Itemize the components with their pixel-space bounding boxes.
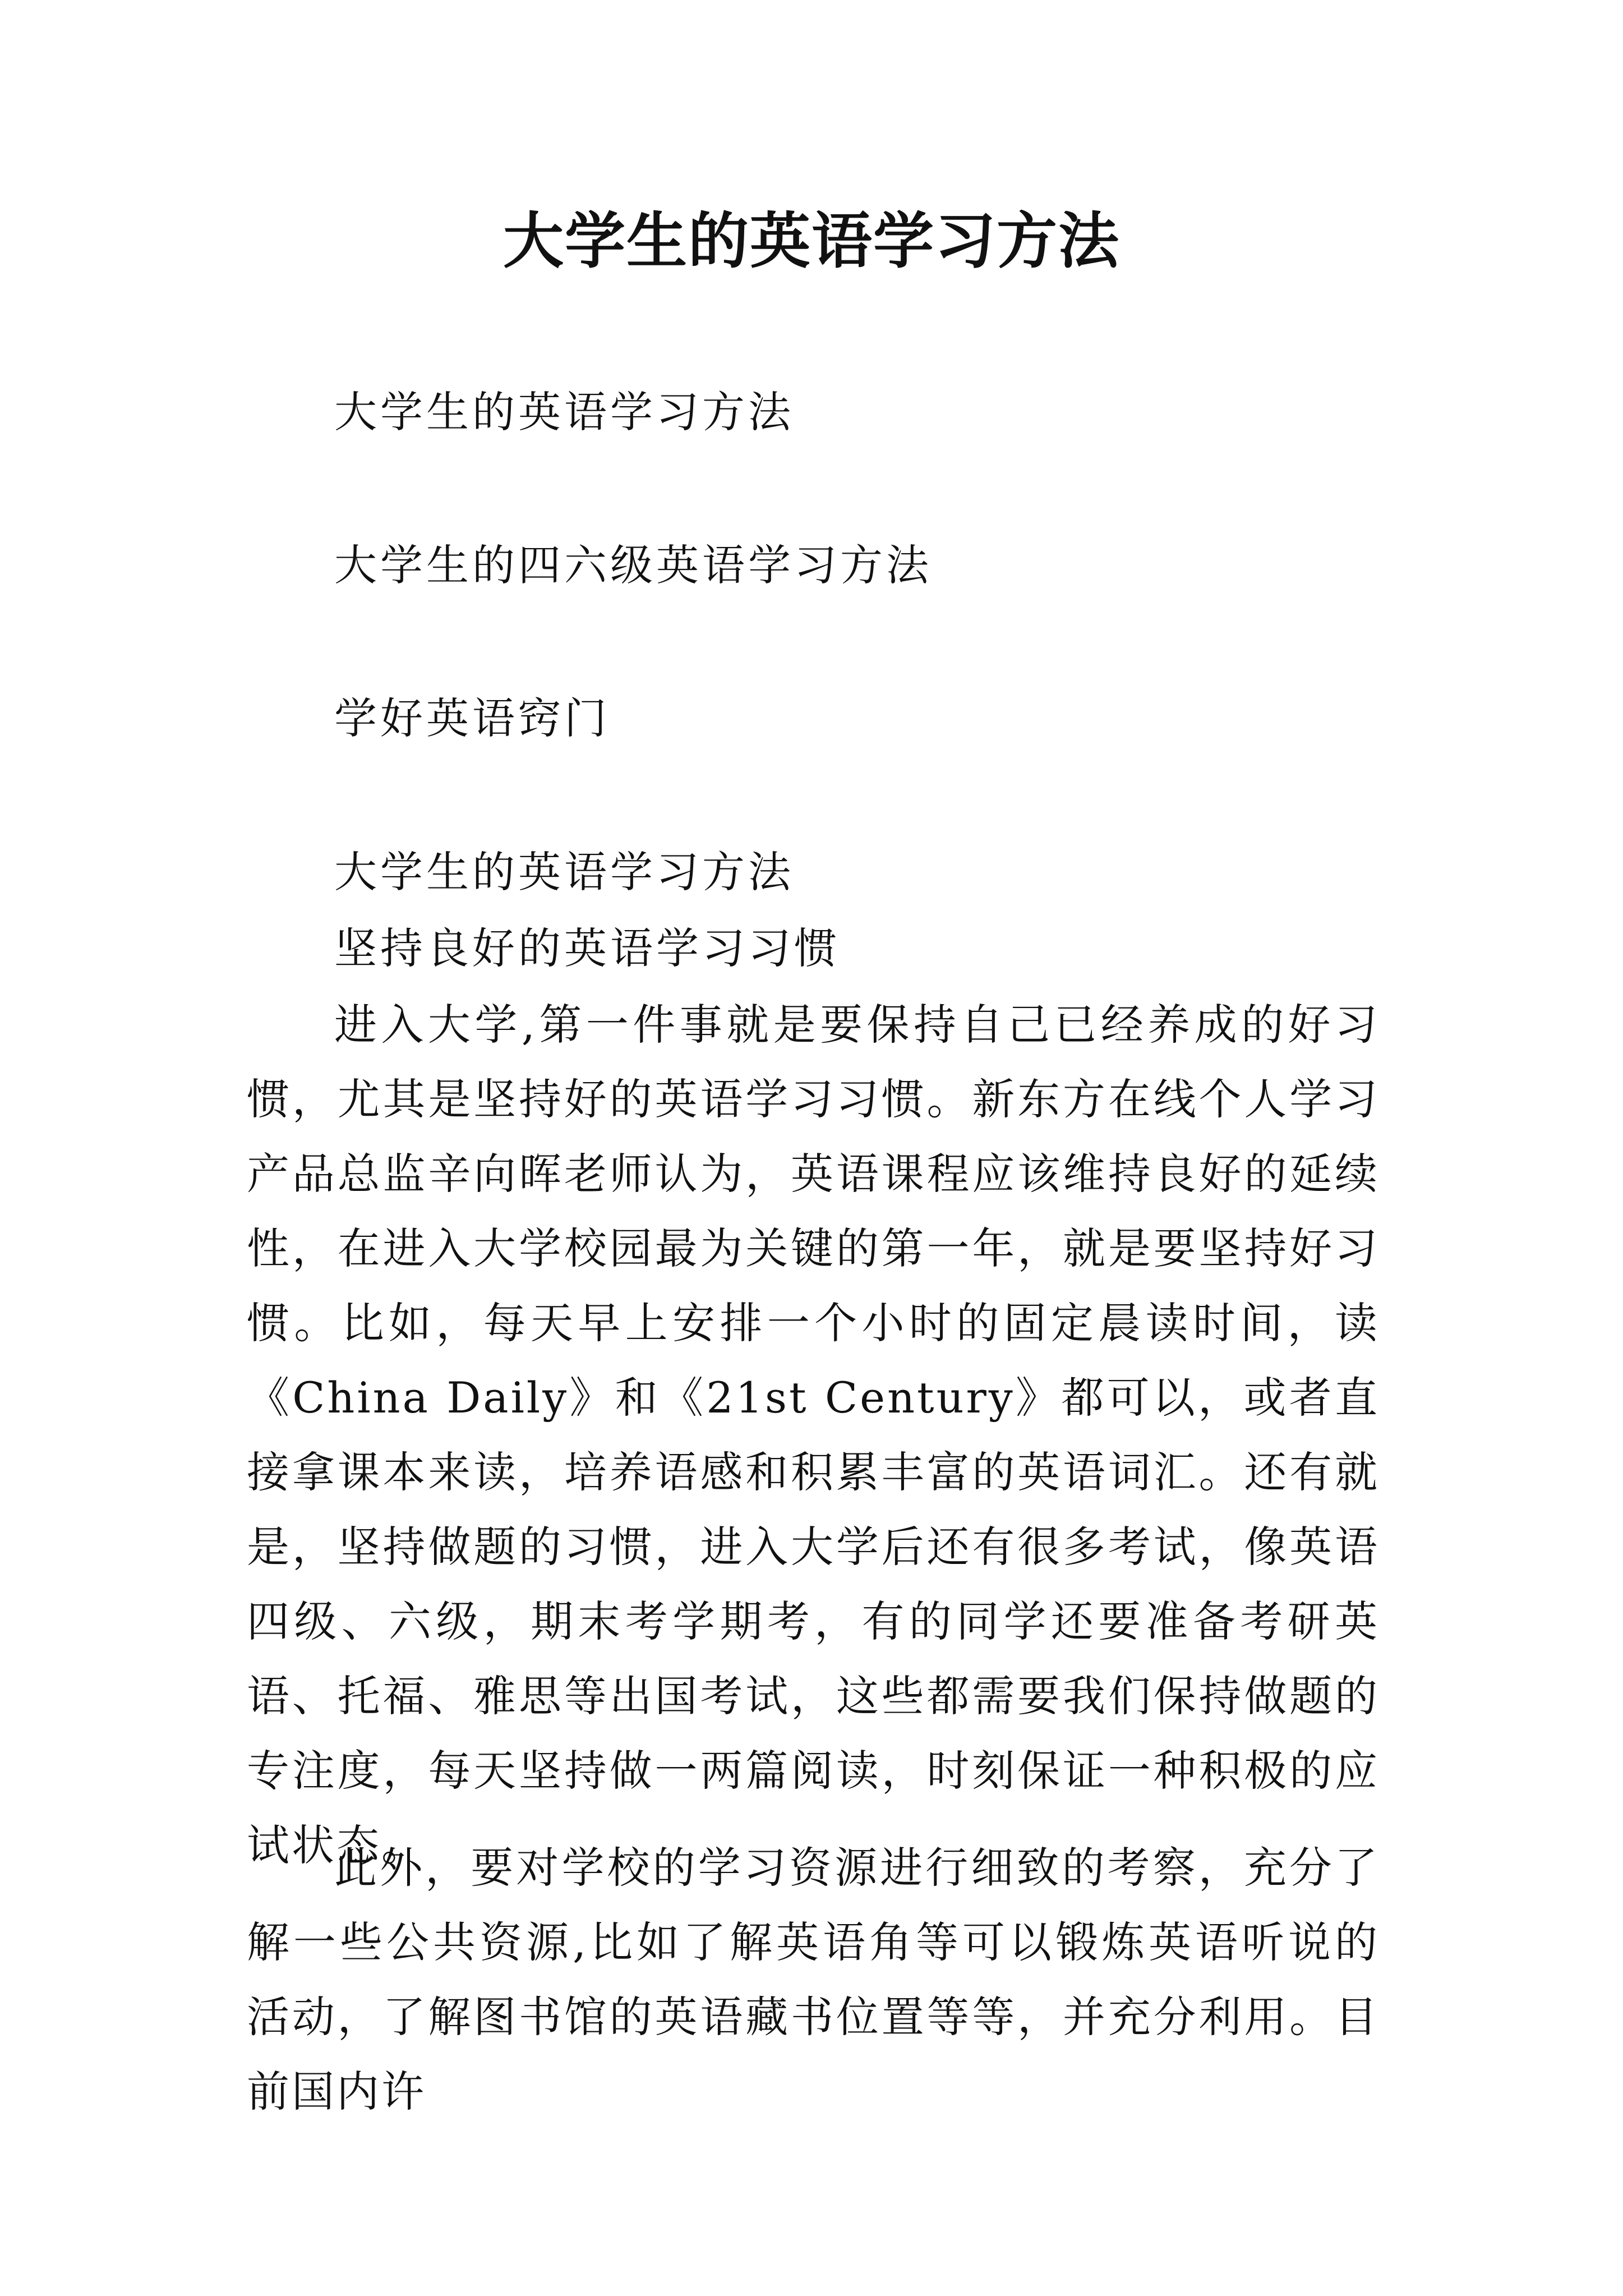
subheading-4: 大学生的英语学习方法 bbox=[334, 847, 794, 897]
subheading-3: 学好英语窍门 bbox=[334, 693, 610, 743]
subheading-2: 大学生的四六级英语学习方法 bbox=[334, 540, 932, 590]
body-paragraph-2: 此外，要对学校的学习资源进行细致的考察，充分了解一些公共资源,比如了解英语角等可以锻炼英语听说的活动，了解图书馆的英语藏书位置等等，并充分利用。目前国内许 bbox=[247, 1843, 1380, 2116]
document-title: 大学生的英语学习方法 bbox=[502, 206, 1120, 277]
body-paragraph-1: 进入大学,第一件事就是要保持自己已经养成的好习惯，尤其是坚持好的英语学习习惯。新东方在线个人学习产品总监辛向晖老师认为，英语课程应该维持良好的延续性，在进入大学校园最为关键的第一年，就是要坚持好习惯。比如，每天早上安排一个小时的固定晨读时间，读《China Daily》和《21st Century》都可以，或者直接拿课本来读，培养语感和积累丰富的英语词汇。还有就是，坚持做题的习惯，进入大学后还有很多考试，像英语四级、六级，期末考学期考，有的同学还要准备考研英语、托福、雅思等出国考试，这些都需要我们保持做题的专注度，每天坚持做一两篇阅读，时刻保证一种积极的应试状态。 bbox=[247, 1000, 1380, 1870]
subheading-1: 大学生的英语学习方法 bbox=[334, 387, 794, 437]
subheading-5: 坚持良好的英语学习习惯 bbox=[334, 923, 840, 973]
